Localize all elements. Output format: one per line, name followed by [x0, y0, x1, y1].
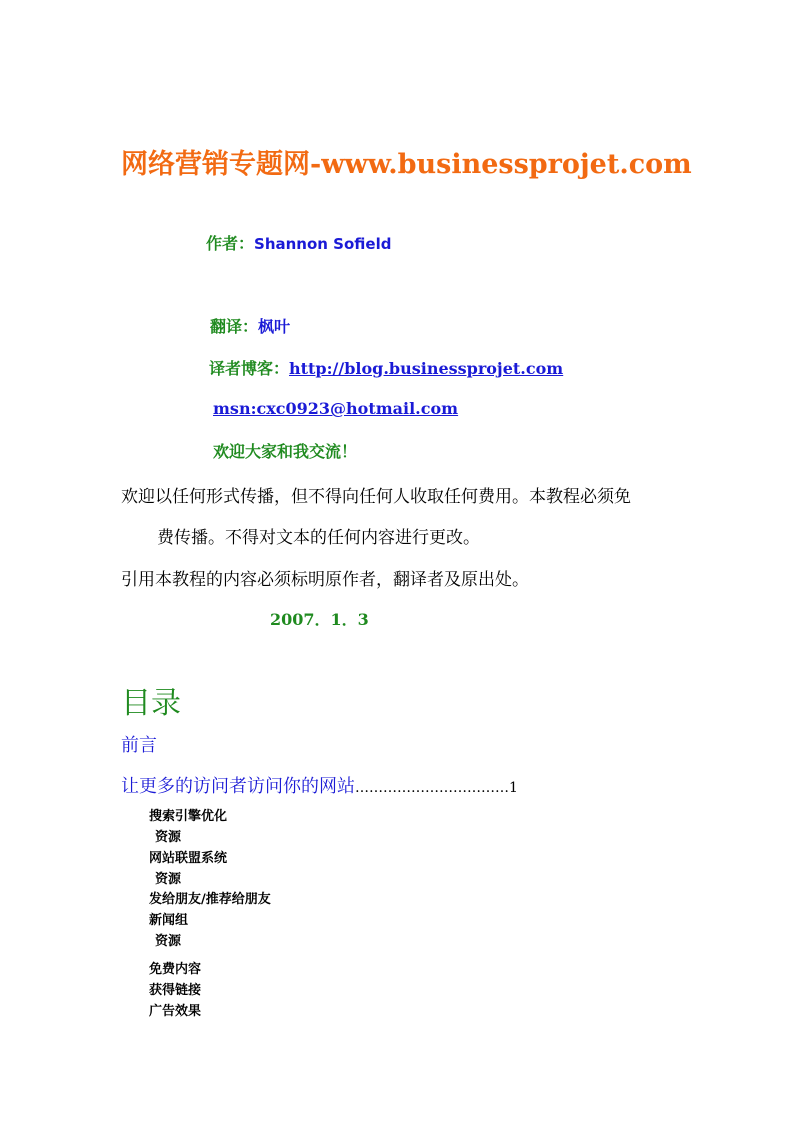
- msn-line: [213, 399, 458, 418]
- translator-name: 枫叶: [258, 317, 291, 336]
- toc-item-tell-a-friend[interactable]: 发给朋友/推荐给朋友: [149, 892, 271, 907]
- toc-item-ad-effect[interactable]: 广告效果: [149, 1004, 202, 1019]
- blog-link[interactable]: http://blog.businessprojet.com: [289, 359, 564, 378]
- toc-chapter-1-page: 1: [509, 780, 518, 796]
- notice-line-1: 欢迎以任何形式传播，但不得向任何人收取任何费用。本教程必须免: [121, 487, 631, 507]
- toc-heading: 目录: [121, 686, 181, 721]
- welcome-text: 欢迎大家和我交流！: [213, 442, 358, 461]
- toc-preface[interactable]: 前言: [121, 735, 157, 756]
- notice-line-3: 引用本教程的内容必须标明原作者，翻译者及原出处。: [121, 570, 529, 590]
- toc-item-resources-3[interactable]: 资源: [155, 934, 182, 949]
- author-label: 作者：: [206, 234, 255, 253]
- toc-item-resources-1[interactable]: 资源: [155, 830, 182, 845]
- date: 2007．1．3: [270, 610, 369, 629]
- blog-label: 译者博客：: [209, 359, 290, 378]
- toc-item-free-content[interactable]: 免费内容: [149, 962, 202, 977]
- toc-item-resources-2[interactable]: 资源: [155, 872, 182, 887]
- author-line: [206, 231, 391, 254]
- page-title: 网络营销专题网-www.businessprojet.com: [121, 149, 692, 180]
- toc-leader-dots: ……………………………: [355, 780, 509, 796]
- translator-label: 翻译：: [210, 317, 259, 336]
- author-name: Shannon Sofield: [254, 235, 392, 253]
- toc-item-newsgroups[interactable]: 新闻组: [149, 913, 189, 928]
- notice-line-2: 费传播。不得对文本的任何内容进行更改。: [157, 528, 480, 548]
- toc-chapter-1-title: 让更多的访问者访问你的网站: [121, 776, 355, 797]
- translator-line: [210, 314, 290, 337]
- toc-item-get-links[interactable]: 获得链接: [149, 983, 202, 998]
- blog-line: [209, 356, 563, 379]
- msn-link[interactable]: msn:cxc0923@hotmail.com: [213, 399, 459, 418]
- toc-item-seo[interactable]: 搜索引擎优化: [149, 809, 228, 824]
- toc-item-affiliate[interactable]: 网站联盟系统: [149, 851, 228, 866]
- toc-chapter-1[interactable]: [121, 772, 518, 798]
